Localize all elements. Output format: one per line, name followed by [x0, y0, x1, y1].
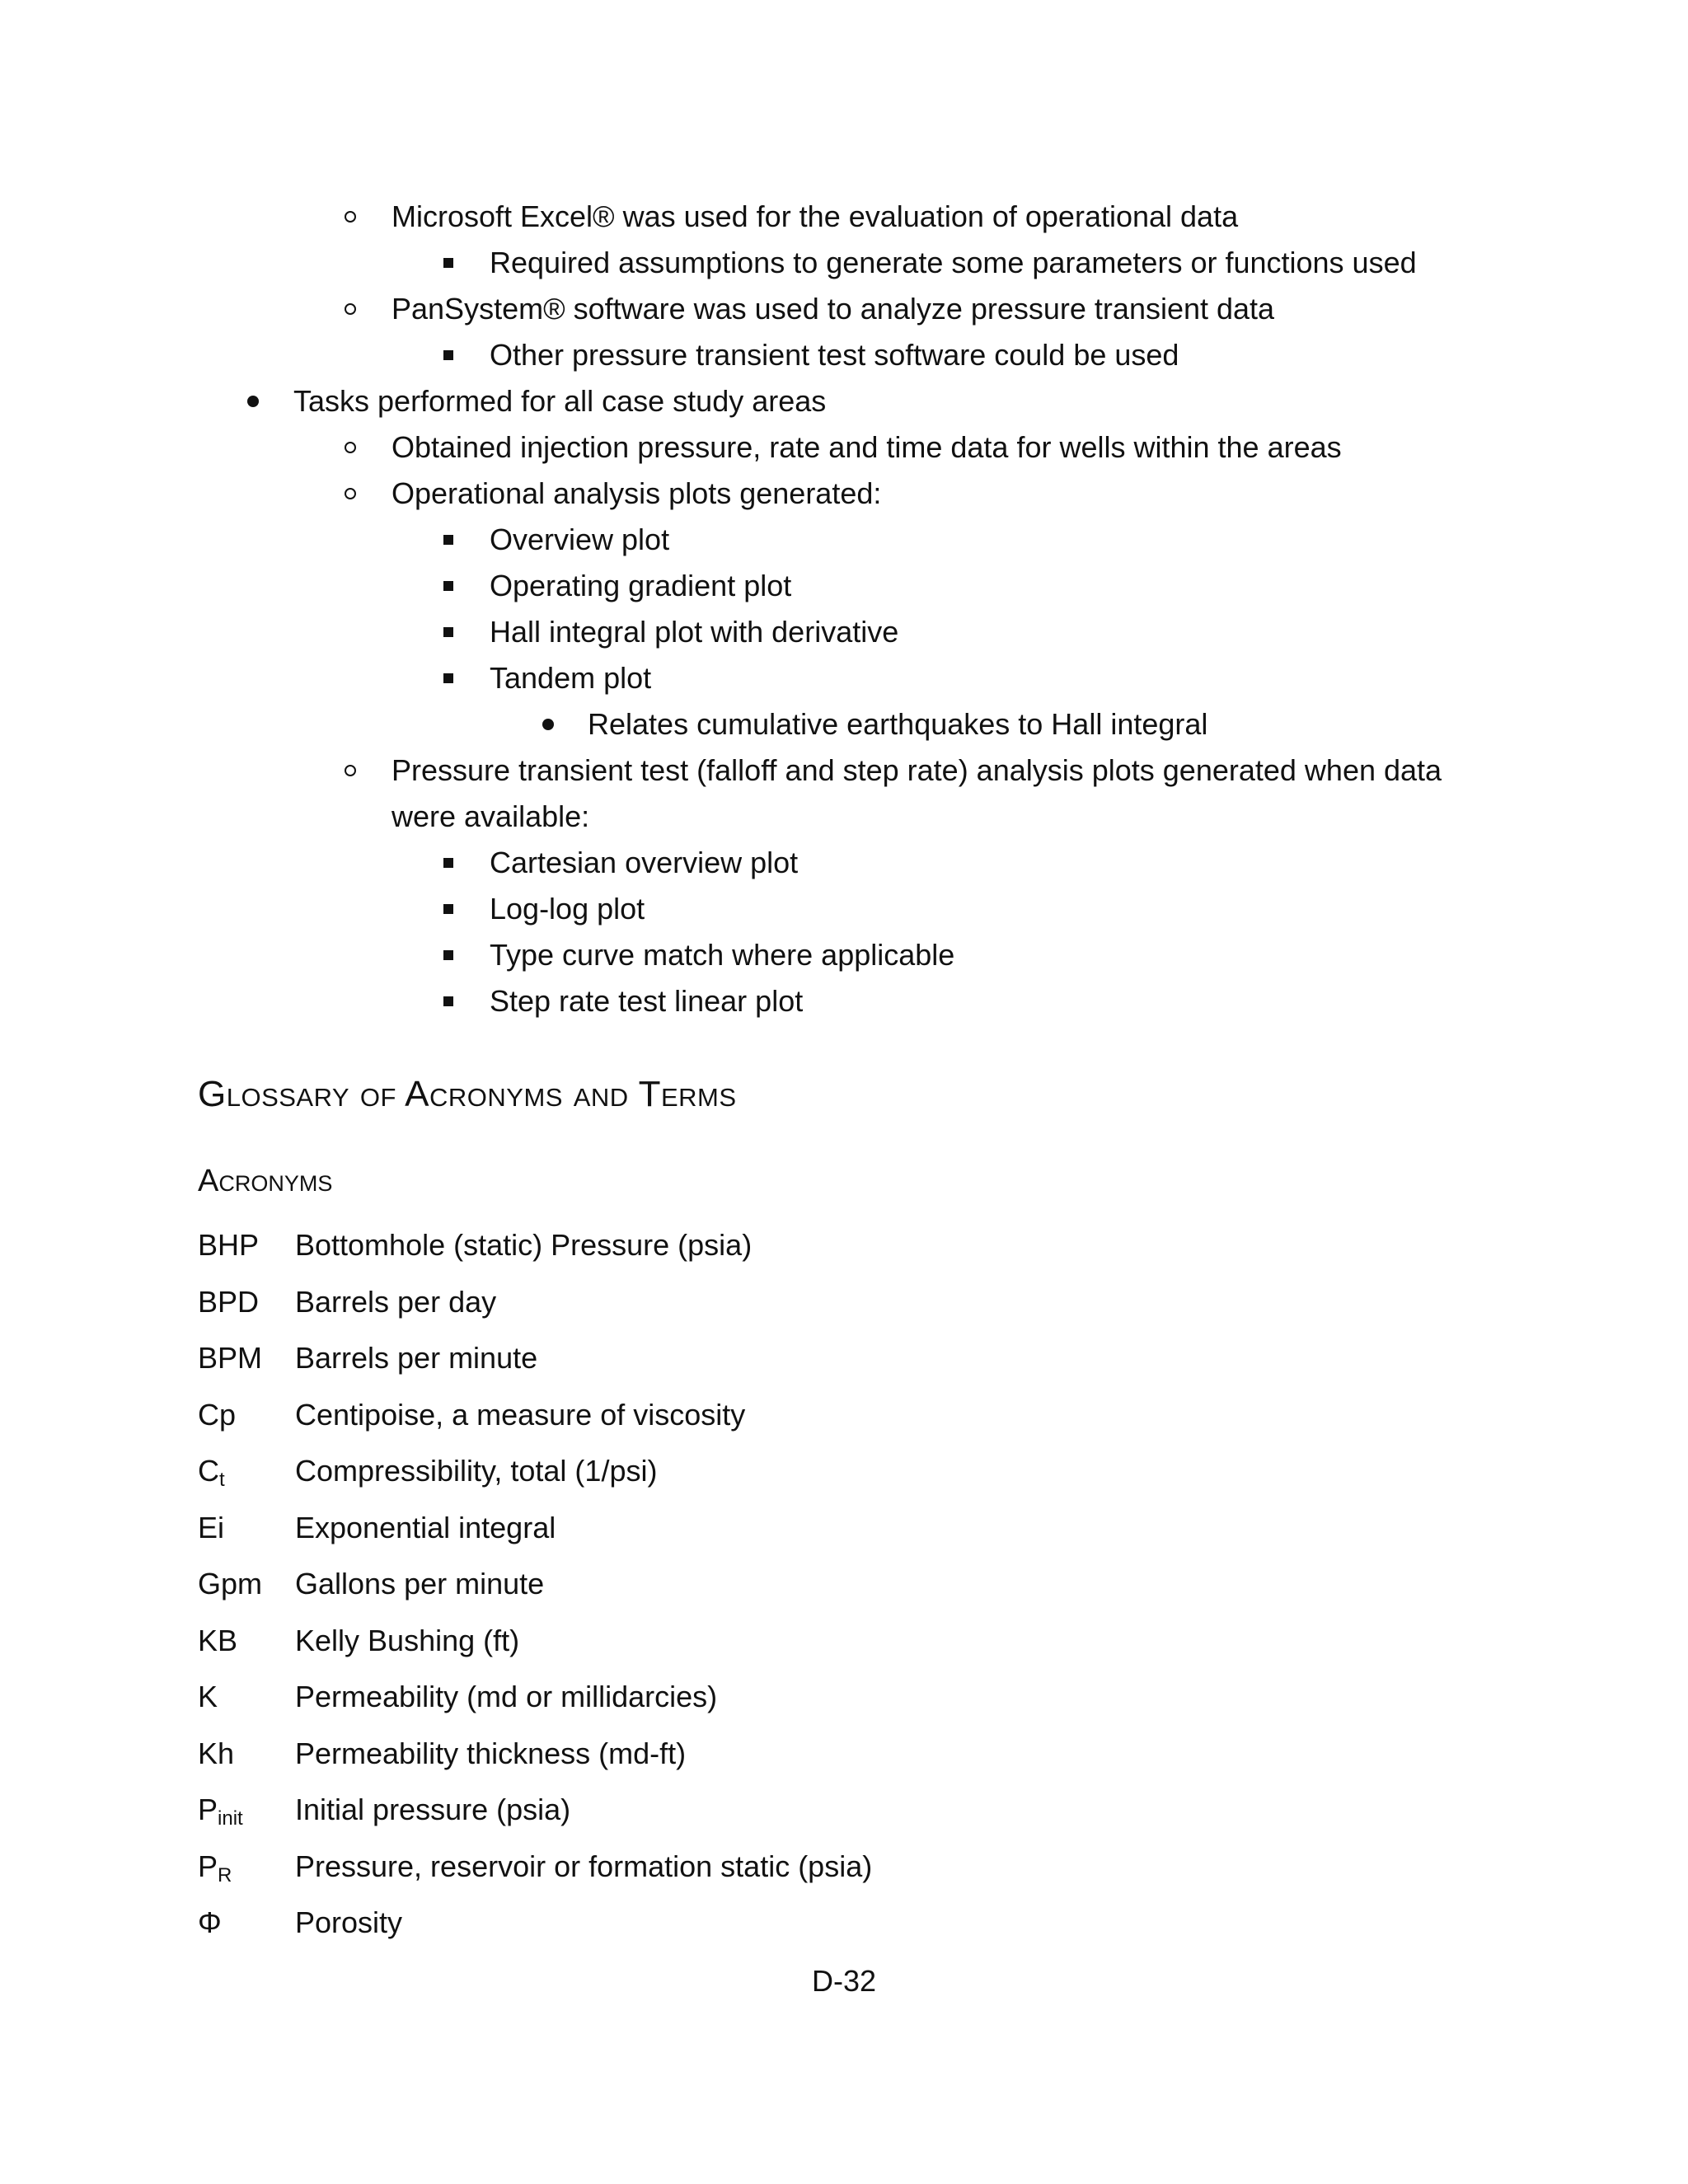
- acronym-term: [198, 1566, 262, 1602]
- acronym-term-main: KB: [198, 1624, 238, 1657]
- bullet-item-text: Log-log plot: [490, 892, 645, 926]
- acronym-term-main: P: [198, 1793, 218, 1826]
- acronym-term: [198, 1849, 232, 1885]
- acronym-definition: Exponential integral: [295, 1511, 556, 1544]
- acronym-term-main: P: [198, 1849, 218, 1883]
- acronym-term: [198, 1736, 234, 1772]
- page-number: D-32: [811, 1964, 877, 1998]
- acronym-term-main: C: [198, 1454, 219, 1488]
- acronym-definition: Gallons per minute: [295, 1567, 545, 1601]
- bullet-circle-icon: [345, 303, 356, 315]
- acronyms-heading: Acronyms: [198, 1164, 333, 1198]
- bullet-item-text: Cartesian overview plot: [490, 846, 799, 879]
- acronym-definition: Barrels per day: [295, 1285, 497, 1319]
- acronym-term: [198, 1792, 243, 1828]
- acronym-definition: Porosity: [295, 1905, 403, 1939]
- acronym-term-main: Φ: [198, 1905, 222, 1939]
- acronym-term-main: Kh: [198, 1736, 235, 1770]
- bullet-circle-icon: [345, 211, 356, 223]
- acronym-definition: Initial pressure (psia): [295, 1793, 571, 1826]
- acronym-term: [198, 1905, 222, 1941]
- bullet-item-text: Hall integral plot with derivative: [490, 615, 899, 649]
- acronym-term-main: Gpm: [198, 1567, 263, 1601]
- bullet-item-text: Step rate test linear plot: [490, 984, 804, 1018]
- bullet-square-icon: [443, 627, 453, 637]
- bullet-square-icon: [443, 950, 453, 960]
- bullet-square-icon: [443, 858, 453, 868]
- acronym-term: [198, 1510, 224, 1546]
- acronym-term-subscript: init: [218, 1807, 243, 1830]
- bullet-item-text: Relates cumulative earthquakes to Hall integral: [588, 707, 1208, 741]
- bullet-item-text: Microsoft Excel® was used for the evaluation of operational data: [392, 199, 1239, 233]
- acronym-term-subscript: t: [219, 1469, 225, 1491]
- bullet-item-text: Obtained injection pressure, rate and time data for wells within the areas: [392, 430, 1342, 464]
- bullet-item-text: Other pressure transient test software could be used: [490, 338, 1179, 372]
- bullet-item-text: Operational analysis plots generated:: [392, 476, 882, 510]
- acronym-definition: Pressure, reservoir or formation static (psia): [295, 1849, 873, 1883]
- acronym-term-main: BPD: [198, 1285, 260, 1319]
- acronym-definition: Permeability (md or millidarcies): [295, 1680, 718, 1713]
- bullet-square-icon: [443, 258, 453, 268]
- bullet-square-icon: [443, 581, 453, 591]
- bullet-square-icon: [443, 904, 453, 914]
- acronym-term: [198, 1679, 218, 1715]
- acronym-definition: Compressibility, total (1/psi): [295, 1454, 658, 1488]
- bullet-square-icon: [443, 996, 453, 1006]
- bullet-item-text: Pressure transient test (falloff and step rate) analysis plots generated when data: [392, 753, 1442, 787]
- acronym-term: [198, 1227, 259, 1263]
- acronym-definition: Permeability thickness (md-ft): [295, 1736, 687, 1770]
- bullet-item-text: PanSystem® software was used to analyze pressure transient data: [392, 292, 1275, 326]
- bullet-circle-icon: [345, 442, 356, 453]
- acronym-definition: Bottomhole (static) Pressure (psia): [295, 1228, 753, 1262]
- acronym-definition: Centipoise, a measure of viscosity: [295, 1398, 746, 1432]
- acronym-term-main: Ei: [198, 1511, 225, 1544]
- bullet-circle-icon: [345, 488, 356, 499]
- bullet-dot-icon: [542, 719, 554, 730]
- bullet-item-text: Tasks performed for all case study areas: [293, 384, 827, 418]
- acronym-definition: Kelly Bushing (ft): [295, 1624, 520, 1657]
- bullet-item-text: Overview plot: [490, 523, 670, 556]
- bullet-circle-icon: [345, 765, 356, 776]
- acronym-term-subscript: R: [218, 1864, 232, 1886]
- acronym-term-main: BPM: [198, 1341, 263, 1375]
- acronym-term-main: BHP: [198, 1228, 260, 1262]
- acronym-term-main: K: [198, 1680, 218, 1713]
- acronym-term: [198, 1623, 237, 1659]
- bullet-square-icon: [443, 350, 453, 360]
- acronym-term: [198, 1340, 262, 1376]
- acronym-term: [198, 1284, 259, 1320]
- bullet-dot-icon: [247, 396, 259, 407]
- bullet-item-text: Type curve match where applicable: [490, 938, 955, 972]
- acronym-definition: Barrels per minute: [295, 1341, 538, 1375]
- bullet-square-icon: [443, 673, 453, 683]
- acronym-term: [198, 1453, 225, 1489]
- acronym-term: [198, 1397, 236, 1433]
- bullet-square-icon: [443, 535, 453, 545]
- bullet-item-text: Operating gradient plot: [490, 569, 792, 602]
- acronym-term-main: Cp: [198, 1398, 237, 1432]
- bullet-item-text: were available:: [392, 799, 590, 833]
- bullet-item-text: Tandem plot: [490, 661, 652, 695]
- bullet-item-text: Required assumptions to generate some parameters or functions used: [490, 246, 1417, 279]
- glossary-title: Glossary of Acronyms and Terms: [198, 1074, 737, 1114]
